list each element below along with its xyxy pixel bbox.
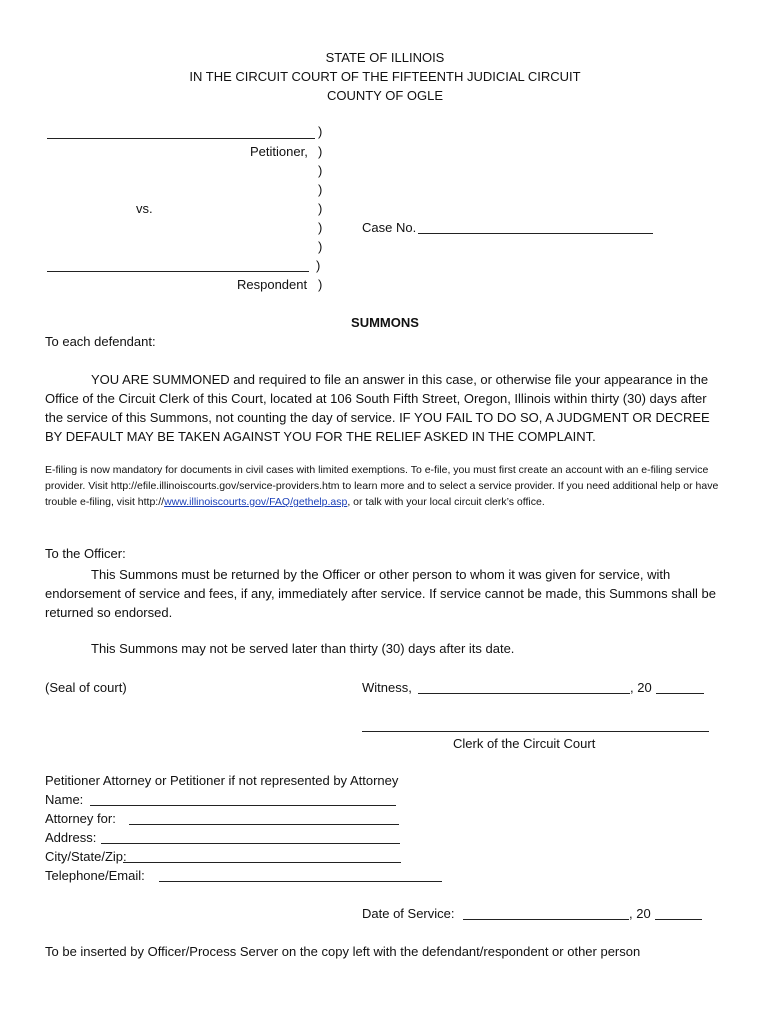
attorney-heading: Petitioner Attorney or Petitioner if not represented by Attorney xyxy=(45,773,399,788)
respondent-name-line[interactable] xyxy=(47,271,309,272)
case-number-label: Case No. xyxy=(362,220,417,235)
caption-paren: ) xyxy=(316,258,321,273)
versus-label: vs. xyxy=(136,201,153,216)
efiling-text: E-filing is now mandatory for documents in civil cases with limited exemptions. To e-file, you must first create an account with an e-filing service provider. Visit http://efile.illinoiscourts.gov/service-providers.htm to learn more and to select a service provider. If you need additional help or have trouble e-filing, visit http:// xyxy=(45,464,719,508)
caption-paren: ) xyxy=(318,220,323,235)
officer-paragraph: This Summons must be returned by the Officer or other person to whom it was given for service, with endorsement of service and fees, if any, immediately after service. If service cannot be made, this Summons shall be returned so endorsed. xyxy=(45,567,717,620)
name-field-line[interactable] xyxy=(90,805,396,806)
caption-paren: ) xyxy=(318,201,323,216)
address-field-line[interactable] xyxy=(101,843,400,844)
caption-paren: ) xyxy=(318,277,323,292)
date-of-service-label: Date of Service: xyxy=(362,906,455,921)
witness-year-prefix: , 20 xyxy=(630,680,652,695)
to-defendant-label: To each defendant: xyxy=(45,334,156,349)
petitioner-label: Petitioner, xyxy=(250,144,308,159)
officer-insertion-note: To be inserted by Officer/Process Server on the copy left with the defendant/respondent or other person xyxy=(45,944,641,959)
court-state-heading: STATE OF ILLINOIS xyxy=(325,50,445,65)
summons-main-paragraph: YOU ARE SUMMONED and required to file an answer in this case, or otherwise file your appearance in the Office of the Circuit Clerk of this Court, located at 106 South Fifth Street, Oregon, Illinois within thirty (30) days after the service of this Summons, not counting the day of service. IF YOU FAIL TO DO SO, A JUDGMENT OR DECREE BY DEFAULT MAY BE TAKEN AGAINST YOU FOR THE RELIEF ASKED IN THE COMPLAINT. xyxy=(45,372,710,444)
efiling-notice xyxy=(45,462,723,510)
service-year-prefix: , 20 xyxy=(629,906,651,921)
summons-title: SUMMONS xyxy=(351,315,419,330)
attorney-for-field-line[interactable] xyxy=(129,824,399,825)
caption-paren: ) xyxy=(318,182,323,197)
address-label: Address: xyxy=(45,830,97,845)
case-number-line[interactable] xyxy=(418,233,653,234)
respondent-label: Respondent xyxy=(237,277,308,292)
caption-paren: ) xyxy=(318,144,323,159)
seal-of-court-label: (Seal of court) xyxy=(45,680,127,695)
city-state-zip-label: City/State/Zip: xyxy=(45,849,127,864)
clerk-signature-line[interactable] xyxy=(362,731,709,732)
caption-paren: ) xyxy=(318,163,323,178)
name-label: Name: xyxy=(45,792,84,807)
telephone-email-label: Telephone/Email: xyxy=(45,868,145,883)
efiling-text-end: , or talk with your local circuit clerk’s office. xyxy=(347,496,545,508)
date-of-service-line[interactable] xyxy=(463,919,629,920)
witness-label: Witness, xyxy=(362,680,412,695)
caption-paren: ) xyxy=(318,124,323,139)
city-state-zip-field-line[interactable] xyxy=(123,862,401,863)
clerk-label: Clerk of the Circuit Court xyxy=(453,736,596,751)
service-time-limit: This Summons may not be served later than thirty (30) days after its date. xyxy=(91,641,515,656)
court-county-heading: COUNTY OF OGLE xyxy=(326,88,444,103)
officer-heading: To the Officer: xyxy=(45,546,126,561)
gethelp-link[interactable]: www.illinoiscourts.gov/FAQ/gethelp.asp xyxy=(164,496,348,508)
witness-date-line[interactable] xyxy=(418,693,630,694)
caption-paren: ) xyxy=(318,239,323,254)
court-circuit-heading: IN THE CIRCUIT COURT OF THE FIFTEENTH JUDICIAL CIRCUIT xyxy=(189,69,581,84)
witness-year-line[interactable] xyxy=(656,693,704,694)
petitioner-name-line[interactable] xyxy=(47,138,315,139)
telephone-email-field-line[interactable] xyxy=(159,881,442,882)
service-year-line[interactable] xyxy=(655,919,702,920)
attorney-for-label: Attorney for: xyxy=(45,811,116,826)
